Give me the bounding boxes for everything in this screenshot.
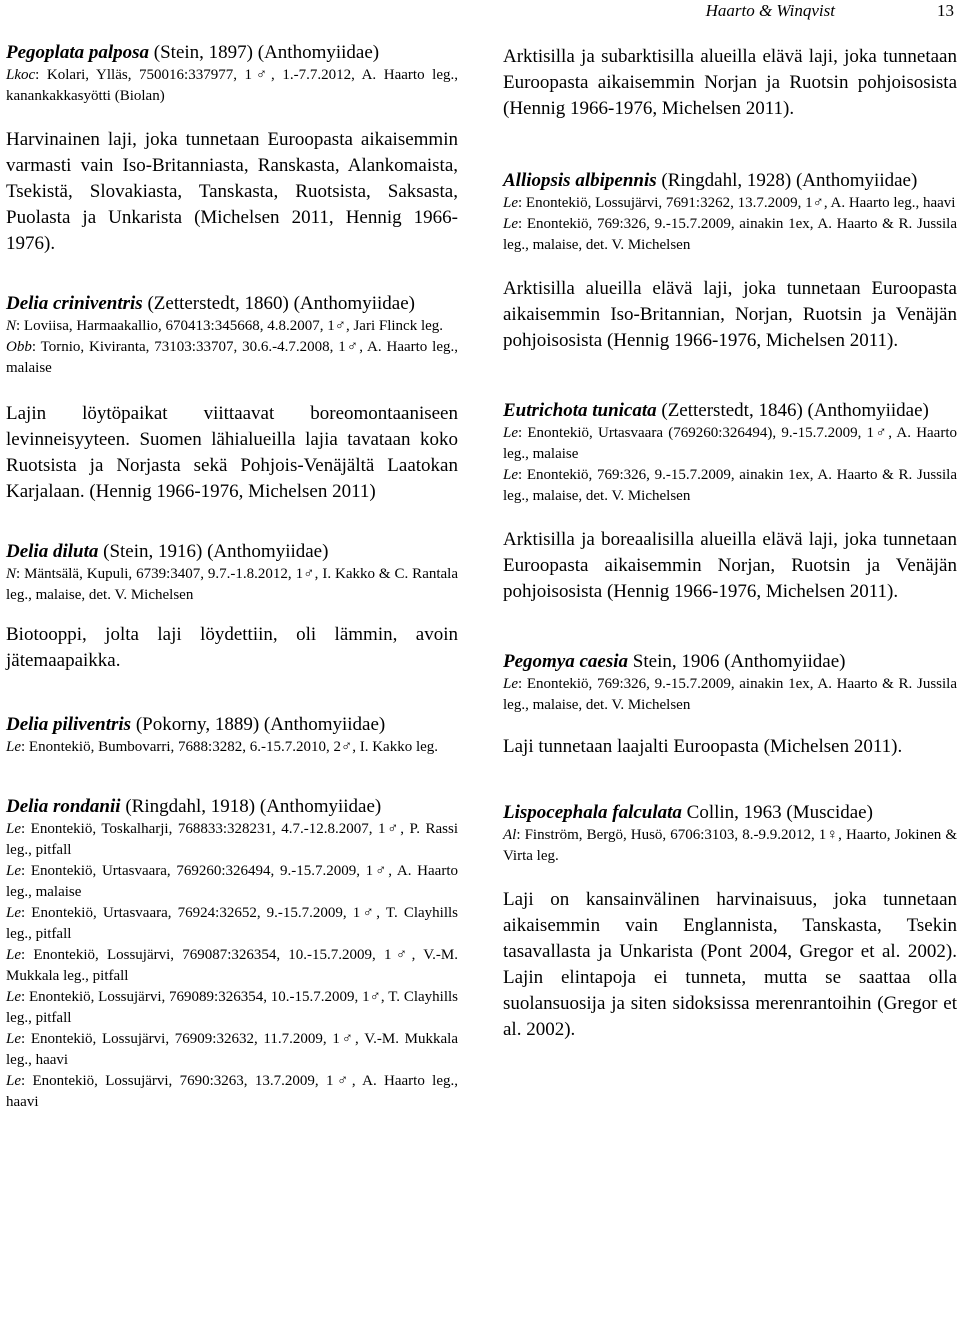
- species-name: Lispocephala falculata: [503, 802, 682, 823]
- record-line: [503, 825, 957, 867]
- record-text: : Tornio, Kiviranta, 73103:33707, 30.6.-4.7.2008, 1♂, A. Haarto leg., malaise: [6, 339, 458, 376]
- province-code: Le: [503, 195, 518, 211]
- species-author: (Stein, 1916) (Anthomyiidae): [103, 541, 329, 562]
- right-column: [503, 40, 957, 1067]
- running-title: Haarto & Winqvist: [705, 1, 835, 20]
- page-number: 13: [937, 1, 954, 20]
- record-line: [503, 423, 957, 465]
- province-code: Le: [6, 905, 21, 921]
- species-author: Collin, 1963 (Muscidae): [686, 802, 873, 823]
- species-heading: [6, 539, 458, 564]
- province-code: Le: [6, 947, 21, 963]
- province-code: Le: [503, 425, 518, 441]
- record-text: : Finström, Bergö, Husö, 6706:3103, 8.-9.9.2012, 1♀, Haarto, Jokinen & Virta leg.: [503, 827, 957, 864]
- record-line: [6, 945, 458, 987]
- record-text: : Enontekiö, Urtasvaara (769260:326494), 9.-15.7.2009, 1♂, A. Haarto leg., malaise: [503, 425, 957, 462]
- species-name: Eutrichota tunicata: [503, 400, 657, 421]
- record-text: : Enontekiö, 769:326, 9.-15.7.2009, ainakin 1ex, A. Haarto & R. Jussila leg., malaise, det. V. Michelsen: [503, 216, 957, 253]
- species-name: Delia criniventris: [6, 293, 143, 314]
- species-heading: [503, 398, 957, 423]
- species-name: Delia piliventris: [6, 714, 132, 735]
- record-line: [503, 193, 957, 214]
- intro-paragraph: Arktisilla ja subarktisilla alueilla elävä laji, joka tunnetaan Euroopasta aikaisemmin Norjan ja Ruotsin pohjoisosista (Hennig 1966-1976, Michelsen 2011).: [503, 46, 957, 119]
- record-line: [6, 1071, 458, 1113]
- species-author: (Ringdahl, 1928) (Anthomyiidae): [661, 170, 918, 191]
- province-code: Le: [6, 821, 21, 837]
- species-name: Delia rondanii: [6, 796, 121, 817]
- species-entry: [503, 168, 957, 354]
- record-line: [6, 987, 458, 1029]
- species-author: (Stein, 1897) (Anthomyiidae): [153, 42, 380, 63]
- province-code: Obb: [6, 339, 32, 355]
- species-entry: [503, 800, 957, 1043]
- species-paragraph: Laji on kansainvälinen harvinaisuus, joka tunnetaan aikaisemmin vain Englannista, Tanskasta, Tsekin tasavallasta ja Unkarista (Pont 2004, Gregor et al. 2002). Lajin elintapoja ei tunneta, mutta se saattaa olla suolansuosija ja siten sidoksissa merenrantoihin (Gregor et al. 2002).: [503, 889, 957, 1040]
- species-author: (Zetterstedt, 1846) (Anthomyiidae): [661, 400, 929, 421]
- species-entry: [6, 291, 458, 505]
- province-code: Le: [503, 467, 518, 483]
- species-paragraph: Harvinainen laji, joka tunnetaan Euroopasta aikaisemmin varmasti vain Iso-Britanniasta, Ranskasta, Alankomaista, Tsekistä, Slovakiasta, Tanskasta, Ruotsista, Saksasta, Puolasta ja Unkarista (Michelsen 2011, Hennig 1966-1976).: [6, 129, 458, 254]
- record-text: : Enontekiö, Lossujärvi, 7690:3263, 13.7.2009, 1♂, A. Haarto leg., haavi: [6, 1073, 458, 1110]
- species-entry: [503, 398, 957, 605]
- record-text: : Enontekiö, Lossujärvi, 7691:3262, 13.7.2009, 1♂, A. Haarto leg., haavi: [518, 195, 956, 211]
- species-paragraph: Arktisilla ja boreaalisilla alueilla elävä laji, joka tunnetaan Euroopasta aikaisemmin Norjan, Ruotsin ja Venäjän pohjoisosista (Hennig 1966-1976, Michelsen 2011).: [503, 529, 957, 602]
- species-paragraph: Lajin löytöpaikat viittaavat boreomontaaniseen levinneisyyteen. Suomen lähialueilla lajia tavataan koko Ruotsista ja Norjasta sekä Pohjois-Venäjältä Laatokan Karjalaan. (Hennig 1966-1976, Michelsen 2011): [6, 403, 458, 502]
- species-author: (Zetterstedt, 1860) (Anthomyiidae): [147, 293, 415, 314]
- species-heading: [6, 712, 458, 737]
- species-entry: [6, 712, 458, 758]
- province-code: N: [6, 566, 17, 582]
- species-name: Pegoplata palposa: [6, 42, 150, 63]
- record-line: [6, 564, 458, 606]
- province-code: N: [6, 318, 17, 334]
- record-line: [6, 65, 458, 107]
- record-line: [503, 674, 957, 716]
- record-text: : Enontekiö, Lossujärvi, 769089:326354, 10.-15.7.2009, 1♂, T. Clayhills leg., pitfall: [6, 989, 458, 1026]
- province-code: Le: [503, 676, 518, 692]
- species-paragraph: Biotooppi, jolta laji löydettiin, oli lämmin, avoin jätemaapaikka.: [6, 624, 458, 671]
- left-column: [6, 40, 458, 1137]
- record-text: : Enontekiö, Lossujärvi, 76909:32632, 11.7.2009, 1♂, V.-M. Mukkala leg., haavi: [6, 1031, 458, 1068]
- record-text: : Loviisa, Harmaakallio, 670413:345668, 4.8.2007, 1♂, Jari Flinck leg.: [16, 318, 444, 334]
- species-heading: [503, 649, 957, 674]
- species-name: Delia diluta: [6, 541, 99, 562]
- record-text: : Enontekiö, Urtasvaara, 76924:32652, 9.-15.7.2009, 1♂, T. Clayhills leg., pitfall: [6, 905, 458, 942]
- species-name: Pegomya caesia: [503, 651, 629, 672]
- record-text: : Enontekiö, Toskalharji, 768833:328231, 4.7.-12.8.2007, 1♂, P. Rassi leg., pitfall: [6, 821, 458, 858]
- record-line: [6, 1029, 458, 1071]
- species-entry: [503, 649, 957, 760]
- province-code: Le: [6, 1031, 21, 1047]
- record-text: : Enontekiö, Lossujärvi, 769087:326354, 10.-15.7.2009, 1♂, V.-M. Mukkala leg., pitfall: [6, 947, 458, 984]
- province-code: Le: [6, 739, 21, 755]
- province-code: Le: [503, 216, 518, 232]
- record-line: [503, 465, 957, 507]
- record-text: : Enontekiö, Bumbovarri, 7688:3282, 6.-15.7.2010, 2♂, I. Kakko leg.: [21, 739, 439, 755]
- species-author: (Ringdahl, 1918) (Anthomyiidae): [125, 796, 382, 817]
- province-code: Lkoc: [6, 67, 36, 83]
- page-header: [0, 0, 960, 26]
- species-heading: [6, 794, 458, 819]
- record-text: : Mäntsälä, Kupuli, 6739:3407, 9.7.-1.8.2012, 1♂, I. Kakko & C. Rantala leg., malaise, det. V. Michelsen: [6, 566, 458, 603]
- record-line: [6, 316, 458, 337]
- record-line: [6, 819, 458, 861]
- species-heading: [503, 800, 957, 825]
- species-paragraph: Arktisilla alueilla elävä laji, joka tunnetaan Euroopasta aikaisemmin Iso-Britannian, Norjan, Ruotsin ja Venäjän pohjoisosista (Hennig 1966-1976, Michelsen 2011).: [503, 278, 957, 351]
- species-author: Stein, 1906 (Anthomyiidae): [632, 651, 846, 672]
- record-line: [6, 337, 458, 379]
- record-line: [6, 737, 458, 758]
- species-heading: [6, 40, 458, 65]
- species-entry: [6, 40, 458, 257]
- species-paragraph: Laji tunnetaan laajalti Euroopasta (Michelsen 2011).: [503, 736, 903, 757]
- record-text: : Enontekiö, 769:326, 9.-15.7.2009, ainakin 1ex, A. Haarto & R. Jussila leg., malaise, det. V. Michelsen: [503, 676, 957, 713]
- record-text: : Enontekiö, 769:326, 9.-15.7.2009, ainakin 1ex, A. Haarto & R. Jussila leg., malaise, det. V. Michelsen: [503, 467, 957, 504]
- province-code: Le: [6, 863, 21, 879]
- species-heading: [503, 168, 957, 193]
- species-entry: [6, 539, 458, 674]
- province-code: Le: [6, 989, 21, 1005]
- record-line: [6, 861, 458, 903]
- species-name: Alliopsis albipennis: [503, 170, 657, 191]
- species-entry: [6, 794, 458, 1113]
- species-author: (Pokorny, 1889) (Anthomyiidae): [135, 714, 386, 735]
- species-heading: [6, 291, 458, 316]
- record-text: : Kolari, Ylläs, 750016:337977, 1♂, 1.-7.7.2012, A. Haarto leg., kanankakkasyötti (Biolan): [6, 67, 458, 104]
- record-line: [503, 214, 957, 256]
- province-code: Al: [503, 827, 517, 843]
- record-line: [6, 903, 458, 945]
- record-text: : Enontekiö, Urtasvaara, 769260:326494, 9.-15.7.2009, 1♂, A. Haarto leg., malaise: [6, 863, 458, 900]
- province-code: Le: [6, 1073, 21, 1089]
